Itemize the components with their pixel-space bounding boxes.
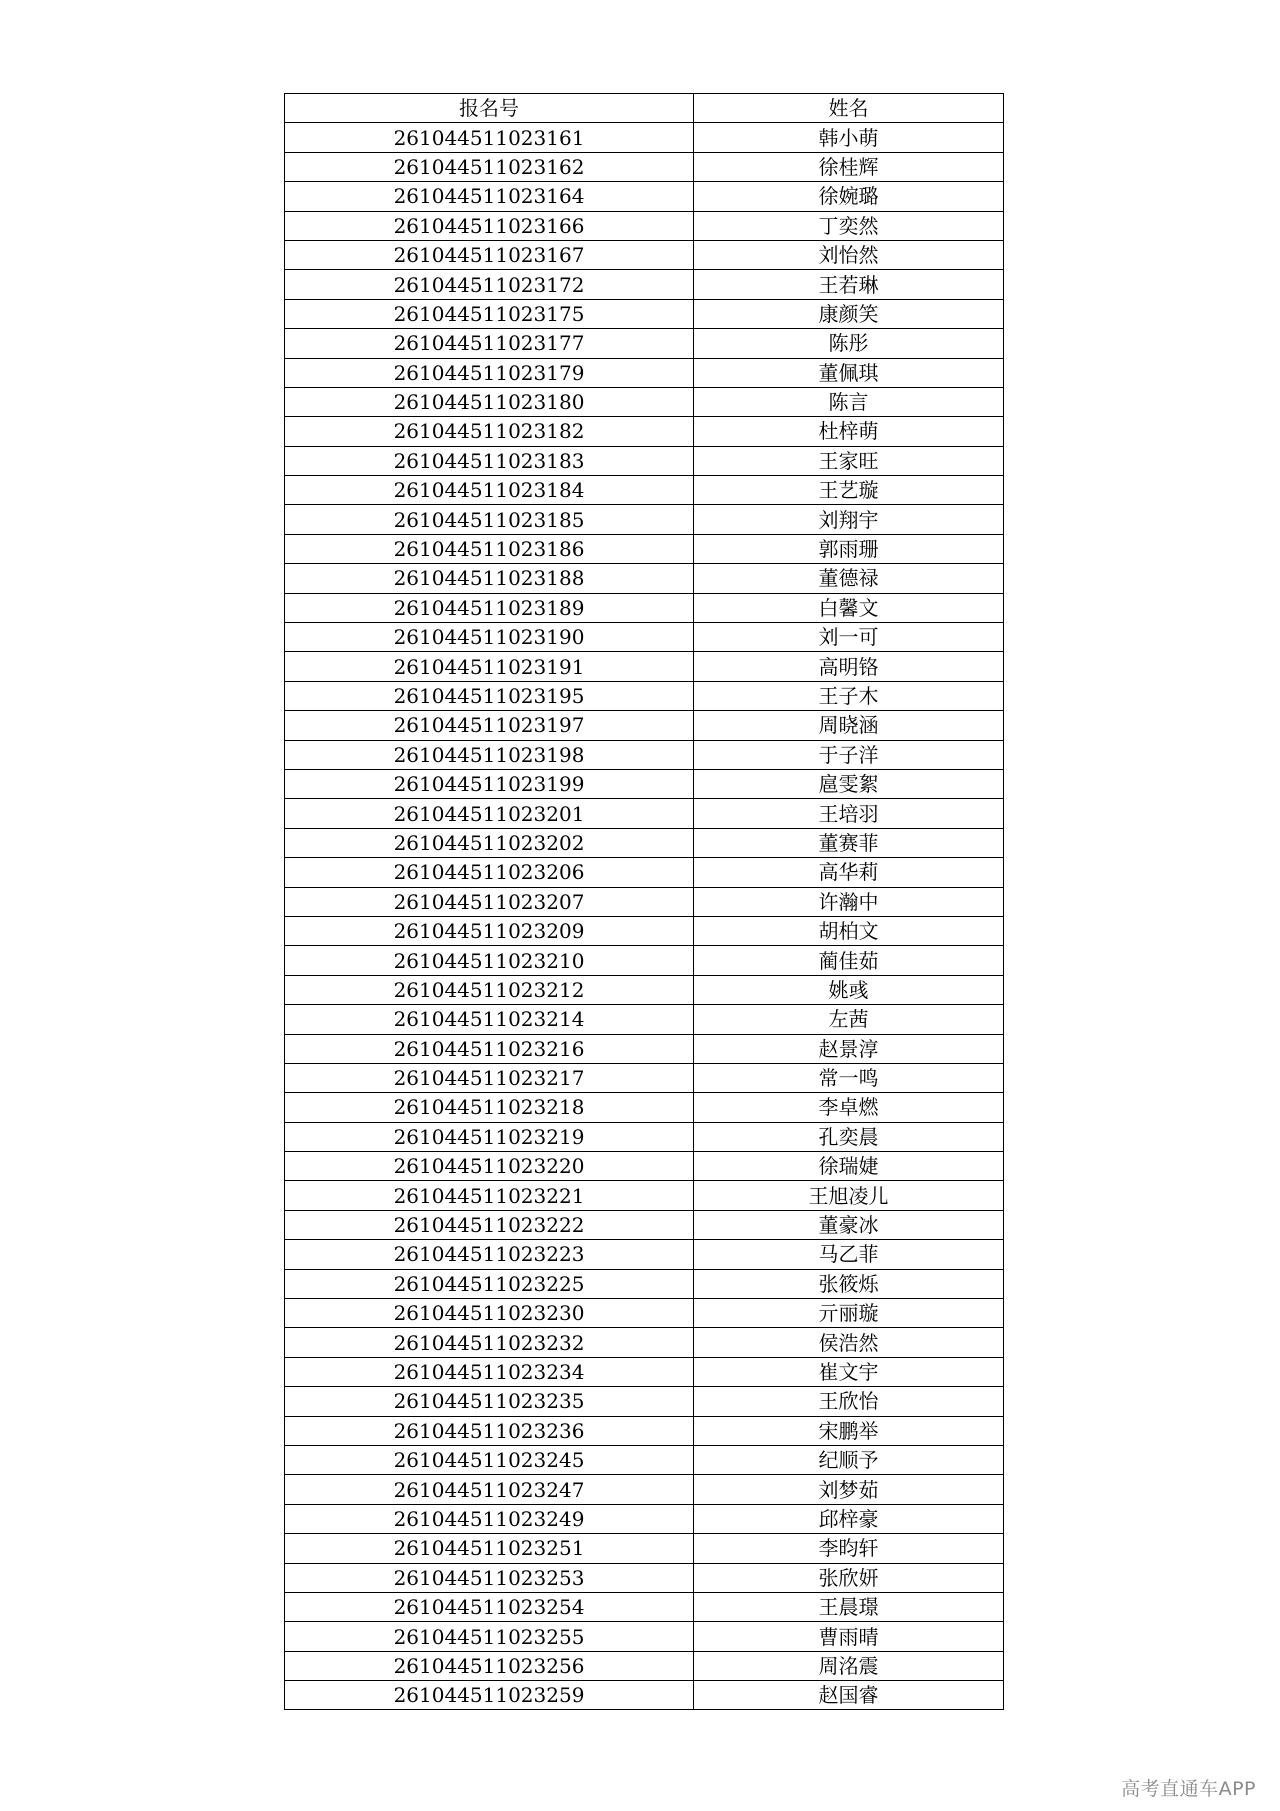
name-cell: 丁奕然 bbox=[694, 211, 1004, 240]
registration-number-cell: 261044511023172 bbox=[285, 270, 694, 299]
table-row bbox=[285, 358, 1004, 387]
name-cell: 王培羽 bbox=[694, 799, 1004, 828]
registration-number-cell: 261044511023162 bbox=[285, 152, 694, 181]
registration-number-cell: 261044511023206 bbox=[285, 858, 694, 887]
registration-number-cell: 261044511023217 bbox=[285, 1063, 694, 1092]
name-cell: 陈言 bbox=[694, 387, 1004, 416]
table-row bbox=[285, 1681, 1004, 1710]
registration-number-cell: 261044511023236 bbox=[285, 1416, 694, 1445]
table-row bbox=[285, 1240, 1004, 1269]
registration-number-cell: 261044511023221 bbox=[285, 1181, 694, 1210]
table-row bbox=[285, 1387, 1004, 1416]
registration-number-cell: 261044511023223 bbox=[285, 1240, 694, 1269]
table-row bbox=[285, 1534, 1004, 1563]
header-name: 姓名 bbox=[694, 94, 1004, 123]
name-cell: 白馨文 bbox=[694, 593, 1004, 622]
registration-number-cell: 261044511023256 bbox=[285, 1651, 694, 1680]
registration-number-cell: 261044511023199 bbox=[285, 769, 694, 798]
registration-number-cell: 261044511023234 bbox=[285, 1357, 694, 1386]
name-cell: 邱梓豪 bbox=[694, 1504, 1004, 1533]
registration-number-cell: 261044511023225 bbox=[285, 1269, 694, 1298]
name-cell: 崔文宇 bbox=[694, 1357, 1004, 1386]
registration-number-cell: 261044511023197 bbox=[285, 711, 694, 740]
table-row bbox=[285, 740, 1004, 769]
registration-number-cell: 261044511023166 bbox=[285, 211, 694, 240]
registration-number-cell: 261044511023222 bbox=[285, 1210, 694, 1239]
table-row bbox=[285, 711, 1004, 740]
table-row bbox=[285, 152, 1004, 181]
name-cell: 马乙菲 bbox=[694, 1240, 1004, 1269]
registration-number-cell: 261044511023184 bbox=[285, 476, 694, 505]
registration-number-cell: 261044511023188 bbox=[285, 564, 694, 593]
registration-number-cell: 261044511023186 bbox=[285, 534, 694, 563]
registration-number-cell: 261044511023214 bbox=[285, 1005, 694, 1034]
name-cell: 常一鸣 bbox=[694, 1063, 1004, 1092]
table-row bbox=[285, 1063, 1004, 1092]
table-row bbox=[285, 799, 1004, 828]
registration-number-cell: 261044511023209 bbox=[285, 916, 694, 945]
name-cell: 董佩琪 bbox=[694, 358, 1004, 387]
registration-number-cell: 261044511023255 bbox=[285, 1622, 694, 1651]
table-row bbox=[285, 623, 1004, 652]
table-row bbox=[285, 446, 1004, 475]
table-row bbox=[285, 593, 1004, 622]
registration-number-cell: 261044511023190 bbox=[285, 623, 694, 652]
table-row bbox=[285, 1210, 1004, 1239]
table-row bbox=[285, 1269, 1004, 1298]
table-row bbox=[285, 476, 1004, 505]
name-cell: 王子木 bbox=[694, 681, 1004, 710]
registration-number-cell: 261044511023175 bbox=[285, 299, 694, 328]
name-cell: 左茜 bbox=[694, 1005, 1004, 1034]
registration-number-cell: 261044511023179 bbox=[285, 358, 694, 387]
name-cell: 曹雨晴 bbox=[694, 1622, 1004, 1651]
table-row bbox=[285, 1034, 1004, 1063]
registration-number-cell: 261044511023202 bbox=[285, 828, 694, 857]
name-cell: 张筱烁 bbox=[694, 1269, 1004, 1298]
table-body bbox=[285, 123, 1004, 1710]
name-cell: 扈雯絮 bbox=[694, 769, 1004, 798]
name-cell: 赵景淳 bbox=[694, 1034, 1004, 1063]
table-row bbox=[285, 534, 1004, 563]
name-cell: 王艺璇 bbox=[694, 476, 1004, 505]
name-cell: 王若琳 bbox=[694, 270, 1004, 299]
header-registration-number: 报名号 bbox=[285, 94, 694, 123]
name-cell: 姚彧 bbox=[694, 975, 1004, 1004]
watermark: 高考直通车APP bbox=[1121, 1778, 1256, 1800]
table-row bbox=[285, 270, 1004, 299]
table-row bbox=[285, 887, 1004, 916]
name-cell: 周晓涵 bbox=[694, 711, 1004, 740]
registration-number-cell: 261044511023251 bbox=[285, 1534, 694, 1563]
registration-number-cell: 261044511023254 bbox=[285, 1592, 694, 1621]
registration-number-cell: 261044511023167 bbox=[285, 240, 694, 269]
registration-number-cell: 261044511023191 bbox=[285, 652, 694, 681]
registration-table bbox=[284, 93, 1004, 1710]
name-cell: 徐瑞婕 bbox=[694, 1152, 1004, 1181]
table-row bbox=[285, 975, 1004, 1004]
name-cell: 郭雨珊 bbox=[694, 534, 1004, 563]
registration-number-cell: 261044511023201 bbox=[285, 799, 694, 828]
name-cell: 陈彤 bbox=[694, 329, 1004, 358]
name-cell: 高华莉 bbox=[694, 858, 1004, 887]
table-row bbox=[285, 564, 1004, 593]
registration-number-cell: 261044511023195 bbox=[285, 681, 694, 710]
table-row bbox=[285, 1445, 1004, 1474]
registration-number-cell: 261044511023232 bbox=[285, 1328, 694, 1357]
table-row bbox=[285, 681, 1004, 710]
registration-number-cell: 261044511023164 bbox=[285, 182, 694, 211]
table-row bbox=[285, 1475, 1004, 1504]
name-cell: 徐桂辉 bbox=[694, 152, 1004, 181]
name-cell: 胡柏文 bbox=[694, 916, 1004, 945]
table-row bbox=[285, 417, 1004, 446]
name-cell: 于子洋 bbox=[694, 740, 1004, 769]
registration-number-cell: 261044511023161 bbox=[285, 123, 694, 152]
table-row bbox=[285, 1181, 1004, 1210]
table-row bbox=[285, 211, 1004, 240]
registration-number-cell: 261044511023259 bbox=[285, 1681, 694, 1710]
registration-number-cell: 261044511023253 bbox=[285, 1563, 694, 1592]
table-row bbox=[285, 652, 1004, 681]
registration-number-cell: 261044511023210 bbox=[285, 946, 694, 975]
table-row bbox=[285, 946, 1004, 975]
table-row bbox=[285, 1357, 1004, 1386]
name-cell: 刘怡然 bbox=[694, 240, 1004, 269]
table-row bbox=[285, 769, 1004, 798]
name-cell: 孔奕晨 bbox=[694, 1122, 1004, 1151]
table-row bbox=[285, 1093, 1004, 1122]
name-cell: 王家旺 bbox=[694, 446, 1004, 475]
registration-number-cell: 261044511023177 bbox=[285, 329, 694, 358]
table-row bbox=[285, 1122, 1004, 1151]
registration-number-cell: 261044511023198 bbox=[285, 740, 694, 769]
name-cell: 徐婉璐 bbox=[694, 182, 1004, 211]
name-cell: 张欣妍 bbox=[694, 1563, 1004, 1592]
name-cell: 宋鹏举 bbox=[694, 1416, 1004, 1445]
name-cell: 康颜笑 bbox=[694, 299, 1004, 328]
registration-number-cell: 261044511023245 bbox=[285, 1445, 694, 1474]
registration-number-cell: 261044511023185 bbox=[285, 505, 694, 534]
name-cell: 蔺佳茹 bbox=[694, 946, 1004, 975]
name-cell: 董德禄 bbox=[694, 564, 1004, 593]
name-cell: 赵国睿 bbox=[694, 1681, 1004, 1710]
name-cell: 杜梓萌 bbox=[694, 417, 1004, 446]
registration-number-cell: 261044511023182 bbox=[285, 417, 694, 446]
name-cell: 刘一可 bbox=[694, 623, 1004, 652]
table-row bbox=[285, 182, 1004, 211]
name-cell: 王旭凌儿 bbox=[694, 1181, 1004, 1210]
registration-number-cell: 261044511023220 bbox=[285, 1152, 694, 1181]
table-row bbox=[285, 916, 1004, 945]
registration-number-cell: 261044511023230 bbox=[285, 1299, 694, 1328]
registration-number-cell: 261044511023216 bbox=[285, 1034, 694, 1063]
registration-number-cell: 261044511023207 bbox=[285, 887, 694, 916]
table-row bbox=[285, 329, 1004, 358]
name-cell: 董赛菲 bbox=[694, 828, 1004, 857]
name-cell: 李卓燃 bbox=[694, 1093, 1004, 1122]
name-cell: 亓丽璇 bbox=[694, 1299, 1004, 1328]
table-row bbox=[285, 1504, 1004, 1533]
table-row bbox=[285, 1416, 1004, 1445]
registration-number-cell: 261044511023247 bbox=[285, 1475, 694, 1504]
name-cell: 许瀚中 bbox=[694, 887, 1004, 916]
table-row bbox=[285, 1152, 1004, 1181]
name-cell: 刘翔宇 bbox=[694, 505, 1004, 534]
table-row bbox=[285, 858, 1004, 887]
registration-number-cell: 261044511023183 bbox=[285, 446, 694, 475]
registration-number-cell: 261044511023219 bbox=[285, 1122, 694, 1151]
table-row bbox=[285, 123, 1004, 152]
table-row bbox=[285, 1651, 1004, 1680]
table-row bbox=[285, 828, 1004, 857]
name-cell: 李昀轩 bbox=[694, 1534, 1004, 1563]
table-row bbox=[285, 1005, 1004, 1034]
name-cell: 周洺震 bbox=[694, 1651, 1004, 1680]
name-cell: 韩小萌 bbox=[694, 123, 1004, 152]
name-cell: 纪顺予 bbox=[694, 1445, 1004, 1474]
name-cell: 王晨璟 bbox=[694, 1592, 1004, 1621]
registration-number-cell: 261044511023249 bbox=[285, 1504, 694, 1533]
table-row bbox=[285, 1299, 1004, 1328]
name-cell: 侯浩然 bbox=[694, 1328, 1004, 1357]
table-header-row bbox=[285, 94, 1004, 123]
name-cell: 高明铬 bbox=[694, 652, 1004, 681]
registration-number-cell: 261044511023212 bbox=[285, 975, 694, 1004]
table-row bbox=[285, 1328, 1004, 1357]
table-row bbox=[285, 1622, 1004, 1651]
registration-number-cell: 261044511023218 bbox=[285, 1093, 694, 1122]
name-cell: 董豪冰 bbox=[694, 1210, 1004, 1239]
table-row bbox=[285, 505, 1004, 534]
table-row bbox=[285, 1563, 1004, 1592]
registration-number-cell: 261044511023235 bbox=[285, 1387, 694, 1416]
name-cell: 王欣怡 bbox=[694, 1387, 1004, 1416]
registration-number-cell: 261044511023189 bbox=[285, 593, 694, 622]
table-row bbox=[285, 1592, 1004, 1621]
table-row bbox=[285, 240, 1004, 269]
table-row bbox=[285, 387, 1004, 416]
registration-number-cell: 261044511023180 bbox=[285, 387, 694, 416]
table-row bbox=[285, 299, 1004, 328]
name-cell: 刘梦茹 bbox=[694, 1475, 1004, 1504]
